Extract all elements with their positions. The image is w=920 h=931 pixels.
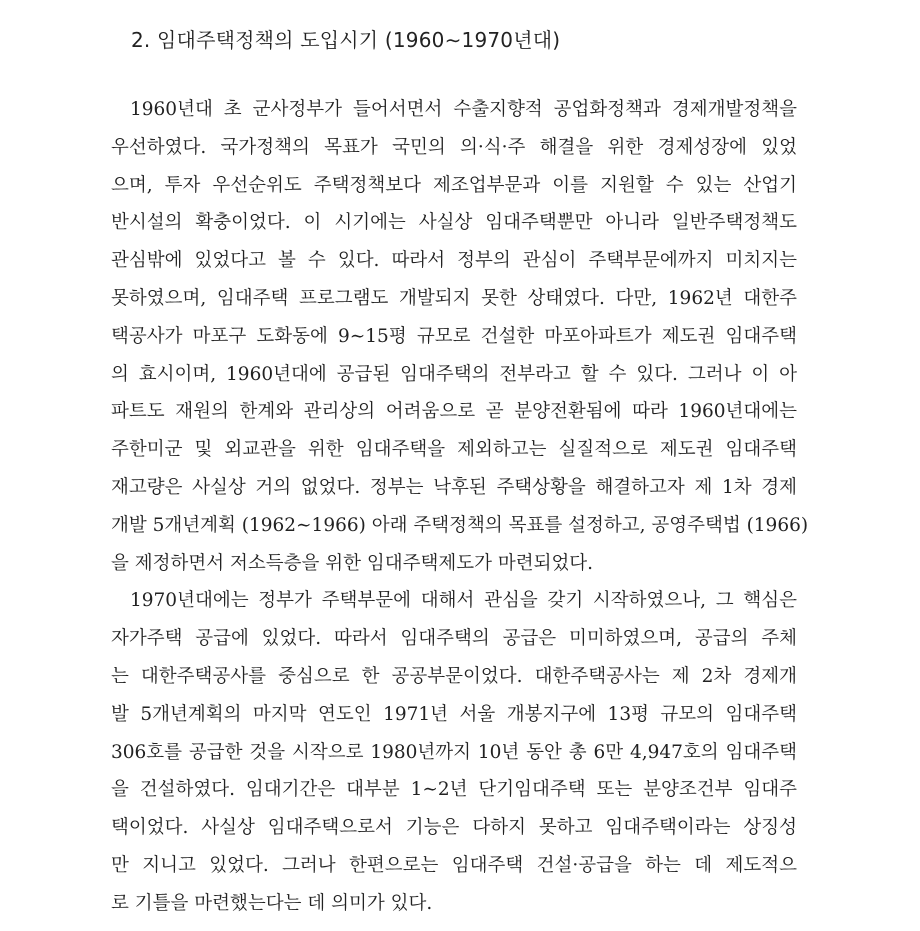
- text-line: 택공사가 마포구 도화동에 9∼15평 규모로 건설한 마포아파트가 제도권 임대주택: [111, 325, 797, 347]
- text-line: 1970년대에는 정부가 주택부문에 대해서 관심을 갖기 시작하였으나, 그 핵심은: [130, 590, 797, 612]
- text-line: 개발 5개년계획 (1962∼1966) 아래 주택정책의 목표를 설정하고, 공영주택법 (1966): [111, 514, 809, 536]
- text-line: 주한미군 및 외교관을 위한 임대주택을 제외하고는 실질적으로 제도권 임대주택: [111, 439, 797, 461]
- text-line: 306호를 공급한 것을 시작으로 1980년까지 10년 동안 총 6만 4,947호의 임대주택: [111, 741, 797, 763]
- text-line: 는 대한주택공사를 중심으로 한 공공부문이었다. 대한주택공사는 제 2차 경제개: [111, 666, 797, 687]
- text-line: 을 제정하면서 저소득층을 위한 임대주택제도가 마련되었다.: [111, 552, 594, 574]
- text-line: 을 건설하였다. 임대기간은 대부분 1∼2년 단기임대주택 또는 분양조건부 임대주: [111, 779, 797, 801]
- text-line: 택이었다. 사실상 임대주택으로서 기능은 다하지 못하고 임대주택이라는 상징성: [111, 817, 797, 839]
- text-line: 관심밖에 있었다고 볼 수 있다. 따라서 정부의 관심이 주택부문에까지 미치지는: [111, 250, 797, 272]
- text-line: 의 효시이며, 1960년대에 공급된 임대주택의 전부라고 할 수 있다. 그러나 이 아: [111, 363, 797, 385]
- text-line: 1960년대 초 군사정부가 들어서면서 수출지향적 공업화정책과 경제개발정책을: [130, 99, 797, 120]
- text-line: 못하였으며, 임대주택 프로그램도 개발되지 못한 상태였다. 다만, 1962년 대한주: [111, 288, 797, 309]
- section-heading: 2. 임대주택정책의 도입시기 (1960∼1970년대): [131, 28, 561, 52]
- text-line: 반시설의 확충이었다. 이 시기에는 사실상 임대주택뿐만 아니라 일반주택정책도: [111, 212, 797, 234]
- text-line: 만 지니고 있었다. 그러나 한편으로는 임대주택 건설·공급을 하는 데 제도적으: [111, 855, 797, 876]
- text-line: 로 기틀을 마련했는다는 데 의미가 있다.: [111, 892, 433, 914]
- text-line: 재고량은 사실상 거의 없었다. 정부는 낙후된 주택상황을 해결하고자 제 1차 경제: [111, 477, 797, 498]
- text-line: 으며, 투자 우선순위도 주택정책보다 제조업부문과 이를 지원할 수 있는 산업기: [111, 174, 797, 196]
- text-line: 우선하였다. 국가정책의 목표가 국민의 의·식·주 해결을 위한 경제성장에 있었: [111, 136, 797, 158]
- text-line: 자가주택 공급에 있었다. 따라서 임대주택의 공급은 미미하였으며, 공급의 주체: [111, 628, 797, 650]
- text-line: 발 5개년계획의 마지막 연도인 1971년 서울 개봉지구에 13평 규모의 임대주택: [111, 703, 797, 725]
- text-line: 파트도 재원의 한계와 관리상의 어려움으로 곧 분양전환됨에 따라 1960년대에는: [111, 401, 797, 423]
